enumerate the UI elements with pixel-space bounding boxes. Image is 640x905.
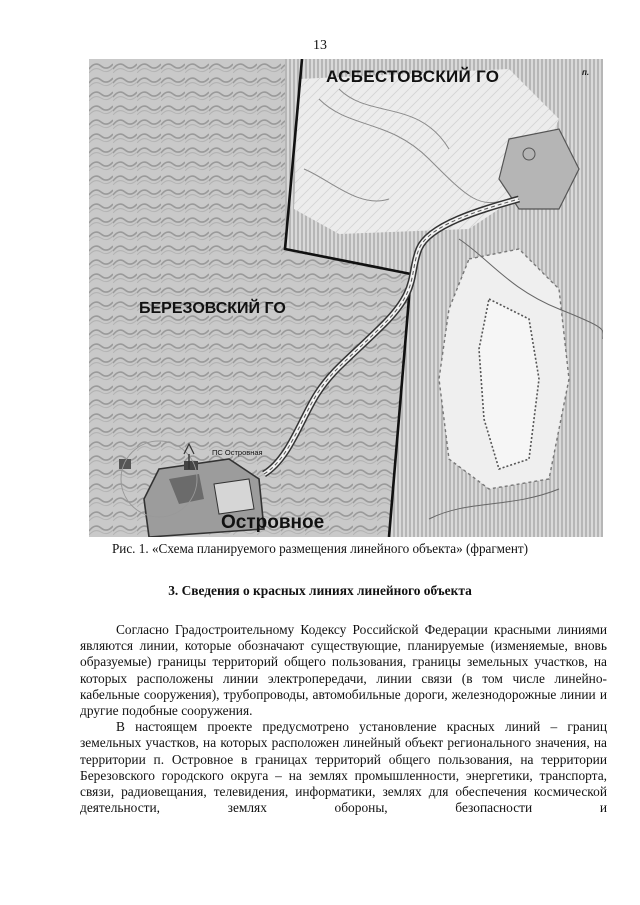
map-graphic [89,59,603,537]
planning-scheme-map [89,59,603,537]
paragraph: Согласно Градостроительному Кодексу Российской Федерации красными линиями являются линии, которые обозначают существующие, планируемые (изменяемые, вновь образуемые) границы территорий общего пользования, границы земельных участков, на которых расположены линии электропередачи, линии связи (в том числе линейно-кабельные сооружения), трубопроводы, автомобильные дороги, железнодорожные линии и другие подобные сооружения. [80,622,607,719]
page-number: 13 [313,38,327,53]
body-text [80,622,607,816]
settlement-label: Островное [221,512,325,533]
section-heading: 3. Сведения о красных линиях линейного объекта [168,583,472,598]
region-label-berezovsky: БЕРЕЗОВСКИЙ ГО [139,300,286,317]
paragraph: В настоящем проекте предусмотрено установление красных линий – границ земельных участков, на которых расположен линейный объект регионального значения, на территории п. Островное в границах территорий общего пользования, на территории Березовского городского округа – на землях промышленности, энергетики, транспорта, связи, радиовещания, телевидения, информатики, землях для обеспечения космической деятельности, землях обороны, безопасности и [80,719,607,816]
region-label-asbestovsky: АСБЕСТОВСКИЙ ГО [326,67,500,86]
corner-mark-label: п. [582,68,590,77]
figure-caption: Рис. 1. «Схема планируемого размещения линейного объекта» (фрагмент) [111,541,529,556]
substation-label: ПС Островная [212,448,263,457]
